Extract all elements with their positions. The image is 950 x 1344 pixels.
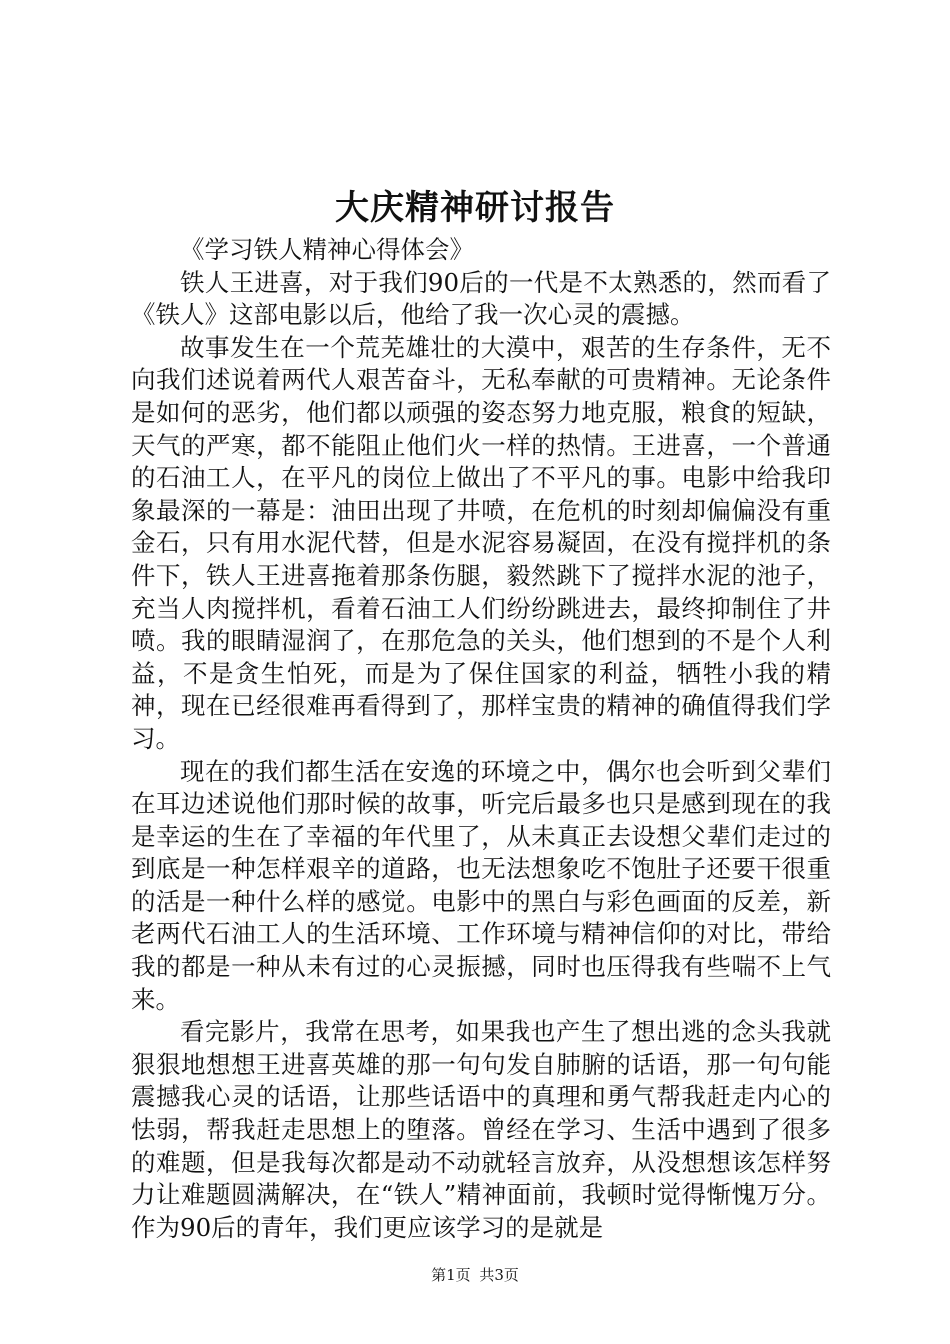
document-title: 大庆精神研讨报告 — [335, 188, 615, 228]
subtitle-paragraph: 《学习铁人精神心得体会》 — [180, 235, 474, 264]
body-paragraph: 故事发生在一个荒芜雄壮的大漠中，艰苦的生存条件，无不向我们述说着两代人艰苦奋斗，无私奉献的可贵精神。无论条件是如何的恶劣，他们都以顽强的姿态努力地克服，粮食的短缺，天气的严寒，都不能阻止他们火一样的热情。王进喜，一个普通的石油工人，在平凡的岗位上做出了不平凡的事。电影中给我印象最深的一幕是：油田出现了井喷，在危机的时刻却偏偏没有重金石，只有用水泥代替，但是水泥容易凝固，在没有搅拌机的条件下，铁人王进喜拖着那条伤腿，毅然跳下了搅拌水泥的池子，充当人肉搅拌机，看着石油工人们纷纷跳进去，最终抑制住了井喷。我的眼睛湿润了，在那危急的关头，他们想到的不是个人利益，不是贪生怕死，而是为了保住国家的利益，牺牲小我的精神，现在已经很难再看得到了，那样宝贵的精神的确值得我们学习。 — [131, 332, 831, 753]
body-paragraph: 看完影片，我常在思考，如果我也产生了想出逃的念头我就狠狠地想想王进喜英雄的那一句句发自肺腑的话语，那一句句能震撼我心灵的话语，让那些话语中的真理和勇气帮我赶走内心的怯弱，帮我赶走思想上的堕落。曾经在学习、生活中遇到了很多的难题，但是我每次都是动不动就轻言放弃，从没想想该怎样努力让难题圆满解决，在“铁人”精神面前，我顿时觉得惭愧万分。作为90后的青年，我们更应该学习的是就是 — [131, 1017, 831, 1242]
document-body — [131, 234, 831, 1244]
body-paragraph: 现在的我们都生活在安逸的环境之中，偶尔也会听到父辈们在耳边述说他们那时候的故事，听完后最多也只是感到现在的我是幸运的生在了幸福的年代里了，从未真正去设想父辈们走过的到底是一种怎样艰辛的道路，也无法想象吃不饱肚子还要干很重的活是一种什么样的感觉。电影中的黑白与彩色画面的反差，新老两代石油工人的生活环境、工作环境与精神信仰的对比，带给我的都是一种从未有过的心灵振撼，同时也压得我有些喘不上气来。 — [131, 756, 831, 1014]
page-footer — [0, 1264, 950, 1286]
page-total: 共3页 — [479, 1266, 519, 1284]
body-paragraph: 铁人王进喜，对于我们90后的一代是不太熟悉的，然而看了《铁人》这部电影以后，他给了我一次心灵的震撼。 — [131, 267, 831, 330]
page-number: 第1页 — [431, 1266, 471, 1284]
